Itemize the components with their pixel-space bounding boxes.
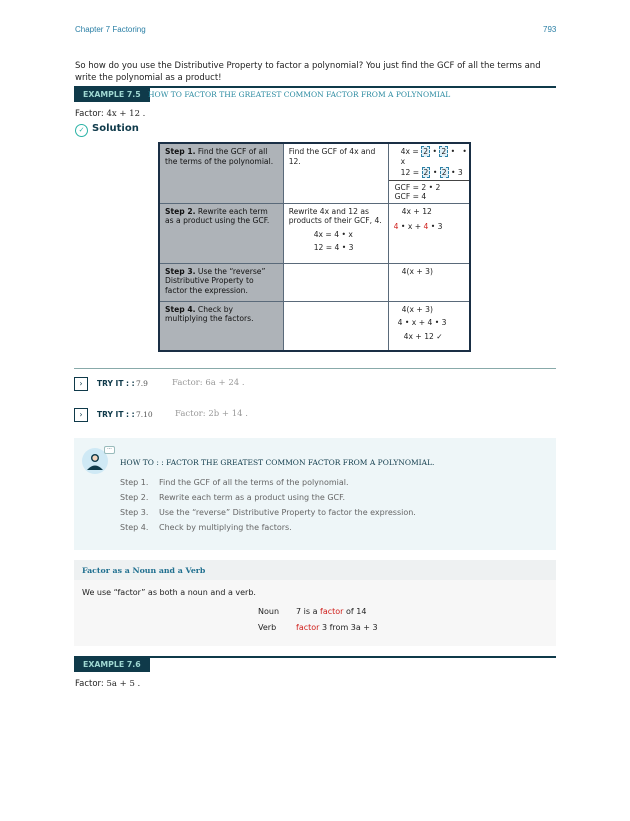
step-3-right: 4(x + 3) [388,263,470,301]
example-2-prompt [75,679,140,689]
noun-example: 7 is a factor of 14 [296,607,367,616]
how-to-step-number: Step 1. [120,478,149,487]
noun-verb-box [74,560,556,646]
try-it-label: TRY IT : : [97,379,135,388]
how-to-step-text: Use the “reverse” Distributive Property to factor the expression. [159,508,416,517]
divider [74,368,556,369]
factor-line-4x: 4x = 2 • 2 • • x [400,147,467,166]
step-4-cell: Step 4. Check by multiplying the factors. [159,301,283,351]
noun-label: Noun [258,607,280,616]
factor-label: Factor: [75,679,104,689]
gcf-line-1: GCF = 2 • 2 [394,182,441,192]
how-to-step-number: Step 3. [120,508,149,517]
how-to-step-number: Step 2. [120,493,149,502]
gcf-line-2: GCF = 4 [394,192,427,201]
table-row [159,263,470,301]
how-to-step-text: Find the GCF of all the terms of the polynomial. [159,478,349,487]
try-it-number: 7.10 [136,410,153,419]
example-prompt [75,109,145,119]
example-7-6-bar [74,656,556,672]
table-row [159,143,470,203]
table-row [159,301,470,351]
example-title: HOW TO FACTOR THE GREATEST COMMON FACTOR FROM A POLYNOMIAL [148,90,451,99]
noun-verb-text: We use “factor” as both a noun and a verb. [82,588,256,597]
step-2-cell: Step 2. Rewrite each term as a product using the GCF. [159,203,283,263]
step-1-mid: Find the GCF of 4x and 12. [283,143,388,203]
step-2-mid: Rewrite 4x and 12 as products of their GCF, 4. 4x = 4 • x 12 = 4 • 3 [283,203,388,263]
chapter-header: Chapter 7 Factoring [75,25,146,34]
try-it-expression: Factor: 2b + 14 . [175,409,248,419]
step-4-mid [283,301,388,351]
steps-table [158,142,471,352]
solution-label: Solution [92,123,139,134]
speech-bubble-icon: ··· [104,446,115,454]
how-to-box [74,438,556,550]
intro-paragraph: So how do you use the Distributive Property to factor a polynomial? You just find the GCF of all the terms and write the polynomial as a product! [75,61,541,83]
example-7-5-bar [74,86,556,102]
how-to-title: HOW TO : : FACTOR THE GREATEST COMMON FACTOR FROM A POLYNOMIAL. [120,458,435,467]
factor-line-12: 12 = 2 • 2 • 3 [389,168,469,181]
chevron-right-icon[interactable]: › [74,408,88,422]
example-expression: 4x + 12 . [106,109,146,119]
example-label: EXAMPLE 7.6 [74,658,150,672]
how-to-step-number: Step 4. [120,523,149,532]
example-label: EXAMPLE 7.5 [74,88,150,102]
step-1-right [388,143,470,203]
how-to-step-text: Check by multiplying the factors. [159,523,292,532]
table-row [159,203,470,263]
step-3-cell: Step 3. Use the “reverse” Distributive Property to factor the expression. [159,263,283,301]
try-it-label: TRY IT : : [97,410,135,419]
page-number: 793 [543,25,557,34]
step-3-mid [283,263,388,301]
chevron-right-icon[interactable]: › [74,377,88,391]
how-to-step-text: Rewrite each term as a product using the GCF. [159,493,345,502]
check-circle-icon: ✓ [75,124,88,137]
example-2-expression: 5a + 5 . [106,679,141,689]
try-it-number: 7.9 [136,379,148,388]
factor-label: Factor: [75,109,104,119]
try-it-expression: Factor: 6a + 24 . [172,378,245,388]
noun-verb-title: Factor as a Noun and a Verb [82,566,206,575]
step-4-right: 4(x + 3) 4 • x + 4 • 3 4x + 12 ✓ [388,301,470,351]
step-2-right: 4x + 12 4 • x + 4 • 3 [388,203,470,263]
verb-example: factor 3 from 3a + 3 [296,623,378,632]
verb-label: Verb [258,623,277,632]
step-1-cell: Step 1. Find the GCF of all the terms of the polynomial. [159,143,283,203]
